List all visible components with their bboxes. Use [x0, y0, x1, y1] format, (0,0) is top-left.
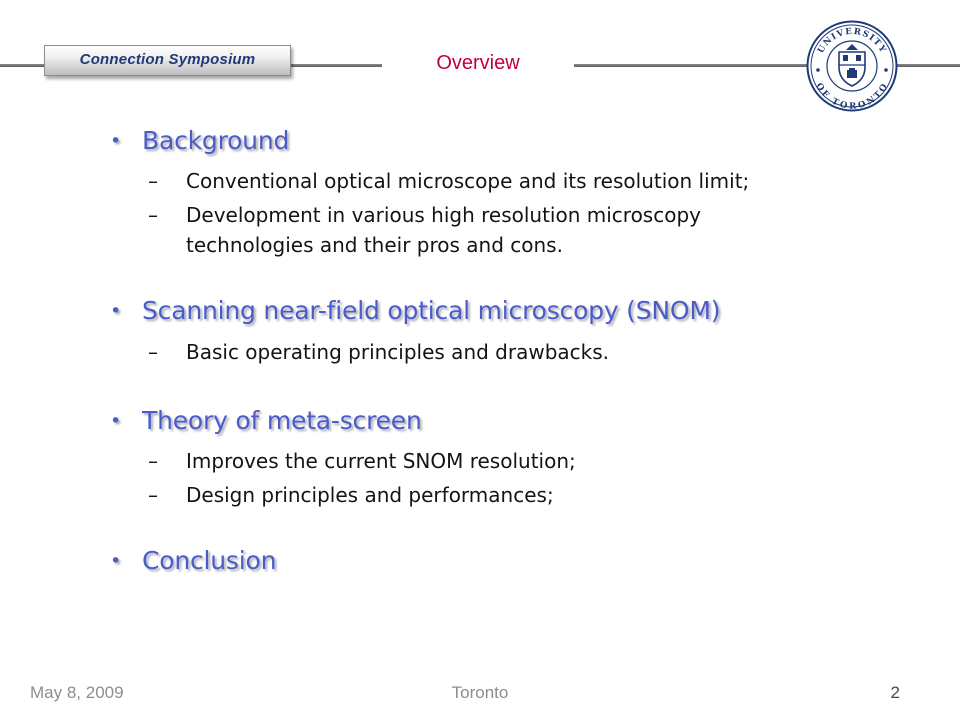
dash-icon: – [148, 340, 158, 364]
sub-item [148, 337, 766, 367]
dash-icon: – [148, 449, 158, 473]
sub-item [148, 200, 766, 260]
slide-title: Overview [436, 52, 520, 74]
footer-date: May 8, 2009 [30, 683, 124, 702]
svg-text:OF TORONTO: OF TORONTO [813, 81, 891, 112]
bullet-background [110, 126, 289, 155]
page-number: 2 [890, 683, 900, 702]
sub-item-text: Improves the current SNOM resolution; [186, 449, 576, 473]
bullet-dot-icon: • [110, 410, 122, 432]
bullet-dot-icon: • [110, 550, 122, 572]
bullet-conclusion [110, 546, 276, 575]
dash-icon: – [148, 203, 158, 227]
header-rule-right [574, 64, 960, 67]
dash-icon: – [148, 169, 158, 193]
svg-text:UNIVERSITY: UNIVERSITY [816, 26, 888, 56]
sub-item [148, 480, 766, 510]
sub-item [148, 166, 766, 196]
footer-location: Toronto [451, 683, 509, 702]
university-of-toronto-seal-icon [806, 20, 898, 112]
sub-item-text: Basic operating principles and drawbacks. [186, 340, 610, 364]
bullet-snom [110, 296, 720, 325]
sub-item-text: Design principles and performances; [186, 483, 554, 507]
bullet-dot-icon: • [110, 130, 122, 152]
sub-item-text: Conventional optical microscope and its resolution limit; [186, 169, 750, 193]
sub-item-text: Development in various high resolution microscopy technologies and their pros and cons. [186, 203, 701, 257]
bullet-dot-icon: • [110, 300, 122, 322]
bullet-label: Background [142, 126, 290, 155]
conference-tab [44, 45, 291, 76]
dash-icon: – [148, 483, 158, 507]
sub-item [148, 446, 766, 476]
bullet-label: Scanning near-field optical microscopy (SNOM) [142, 296, 721, 325]
bullet-label: Conclusion [142, 546, 277, 575]
conference-label: Connection Symposium [79, 51, 256, 68]
bullet-label: Theory of meta-screen [142, 406, 422, 435]
bullet-meta-screen [110, 406, 422, 435]
